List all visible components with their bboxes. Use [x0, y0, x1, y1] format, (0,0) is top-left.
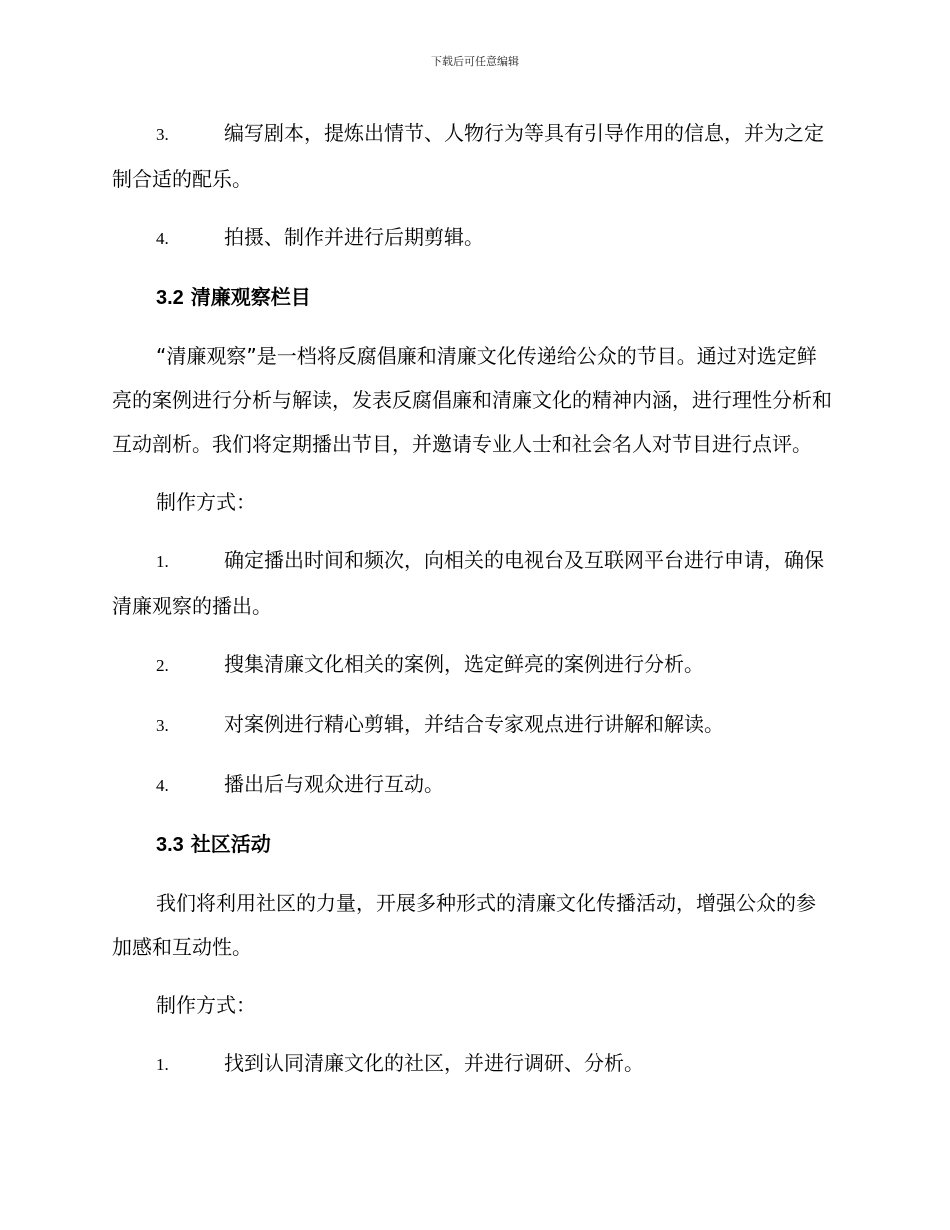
list-item-text: 对案例进行精心剪辑，并结合专家观点进行讲解和解读。	[224, 712, 724, 736]
list-item-text: 播出后与观众进行互动。	[224, 772, 444, 796]
list-item-text: 找到认同清廉文化的社区，并进行调研、分析。	[224, 1051, 644, 1075]
document-body	[112, 111, 832, 1101]
section-intro-paragraph: “清廉观察”是一档将反腐倡廉和清廉文化传递给公众的节目。通过对选定鲜亮的案例进行分析与解读，发表反腐倡廉和清廉文化的精神内涵，进行理性分析和互动剖析。我们将定期播出节目，并邀请专业人士和社会名人对节目进行点评。	[112, 344, 832, 456]
section-heading-3-2	[112, 275, 832, 320]
section-number: 3.2	[156, 287, 184, 309]
method-label: 制作方式：	[156, 490, 256, 514]
list-item	[112, 1041, 832, 1087]
list-item-text: 拍摄、制作并进行后期剪辑。	[224, 225, 484, 249]
list-item	[112, 111, 832, 201]
section-intro-paragraph: 我们将利用社区的力量，开展多种形式的清廉文化传播活动，增强公众的参加感和互动性。	[112, 891, 816, 959]
section-title: 清廉观察栏目	[190, 285, 311, 309]
list-item-text: 搜集清廉文化相关的案例，选定鲜亮的案例进行分析。	[224, 652, 704, 676]
method-label: 制作方式：	[156, 993, 256, 1017]
list-item-number: 2.	[156, 656, 169, 675]
list-item	[112, 642, 832, 688]
list-item-number: 1.	[156, 1055, 169, 1074]
list-item-number: 3.	[156, 125, 169, 144]
list-item-number: 4.	[156, 229, 169, 248]
list-item-number: 3.	[156, 716, 169, 735]
section-heading-3-3	[112, 822, 832, 867]
list-item	[112, 702, 832, 748]
list-item-text: 确定播出时间和频次，向相关的电视台及互联网平台进行申请，确保清廉观察的播出。	[112, 548, 824, 618]
section-title: 社区活动	[190, 832, 271, 856]
section-number: 3.3	[156, 834, 184, 856]
list-item	[112, 762, 832, 808]
list-item	[112, 538, 832, 628]
list-item	[112, 215, 832, 261]
list-item-number: 1.	[156, 552, 169, 571]
list-item-text: 编写剧本，提炼出情节、人物行为等具有引导作用的信息，并为之定制合适的配乐。	[112, 121, 824, 191]
header-note: 下载后可任意编辑	[431, 55, 519, 68]
list-item-number: 4.	[156, 776, 169, 795]
